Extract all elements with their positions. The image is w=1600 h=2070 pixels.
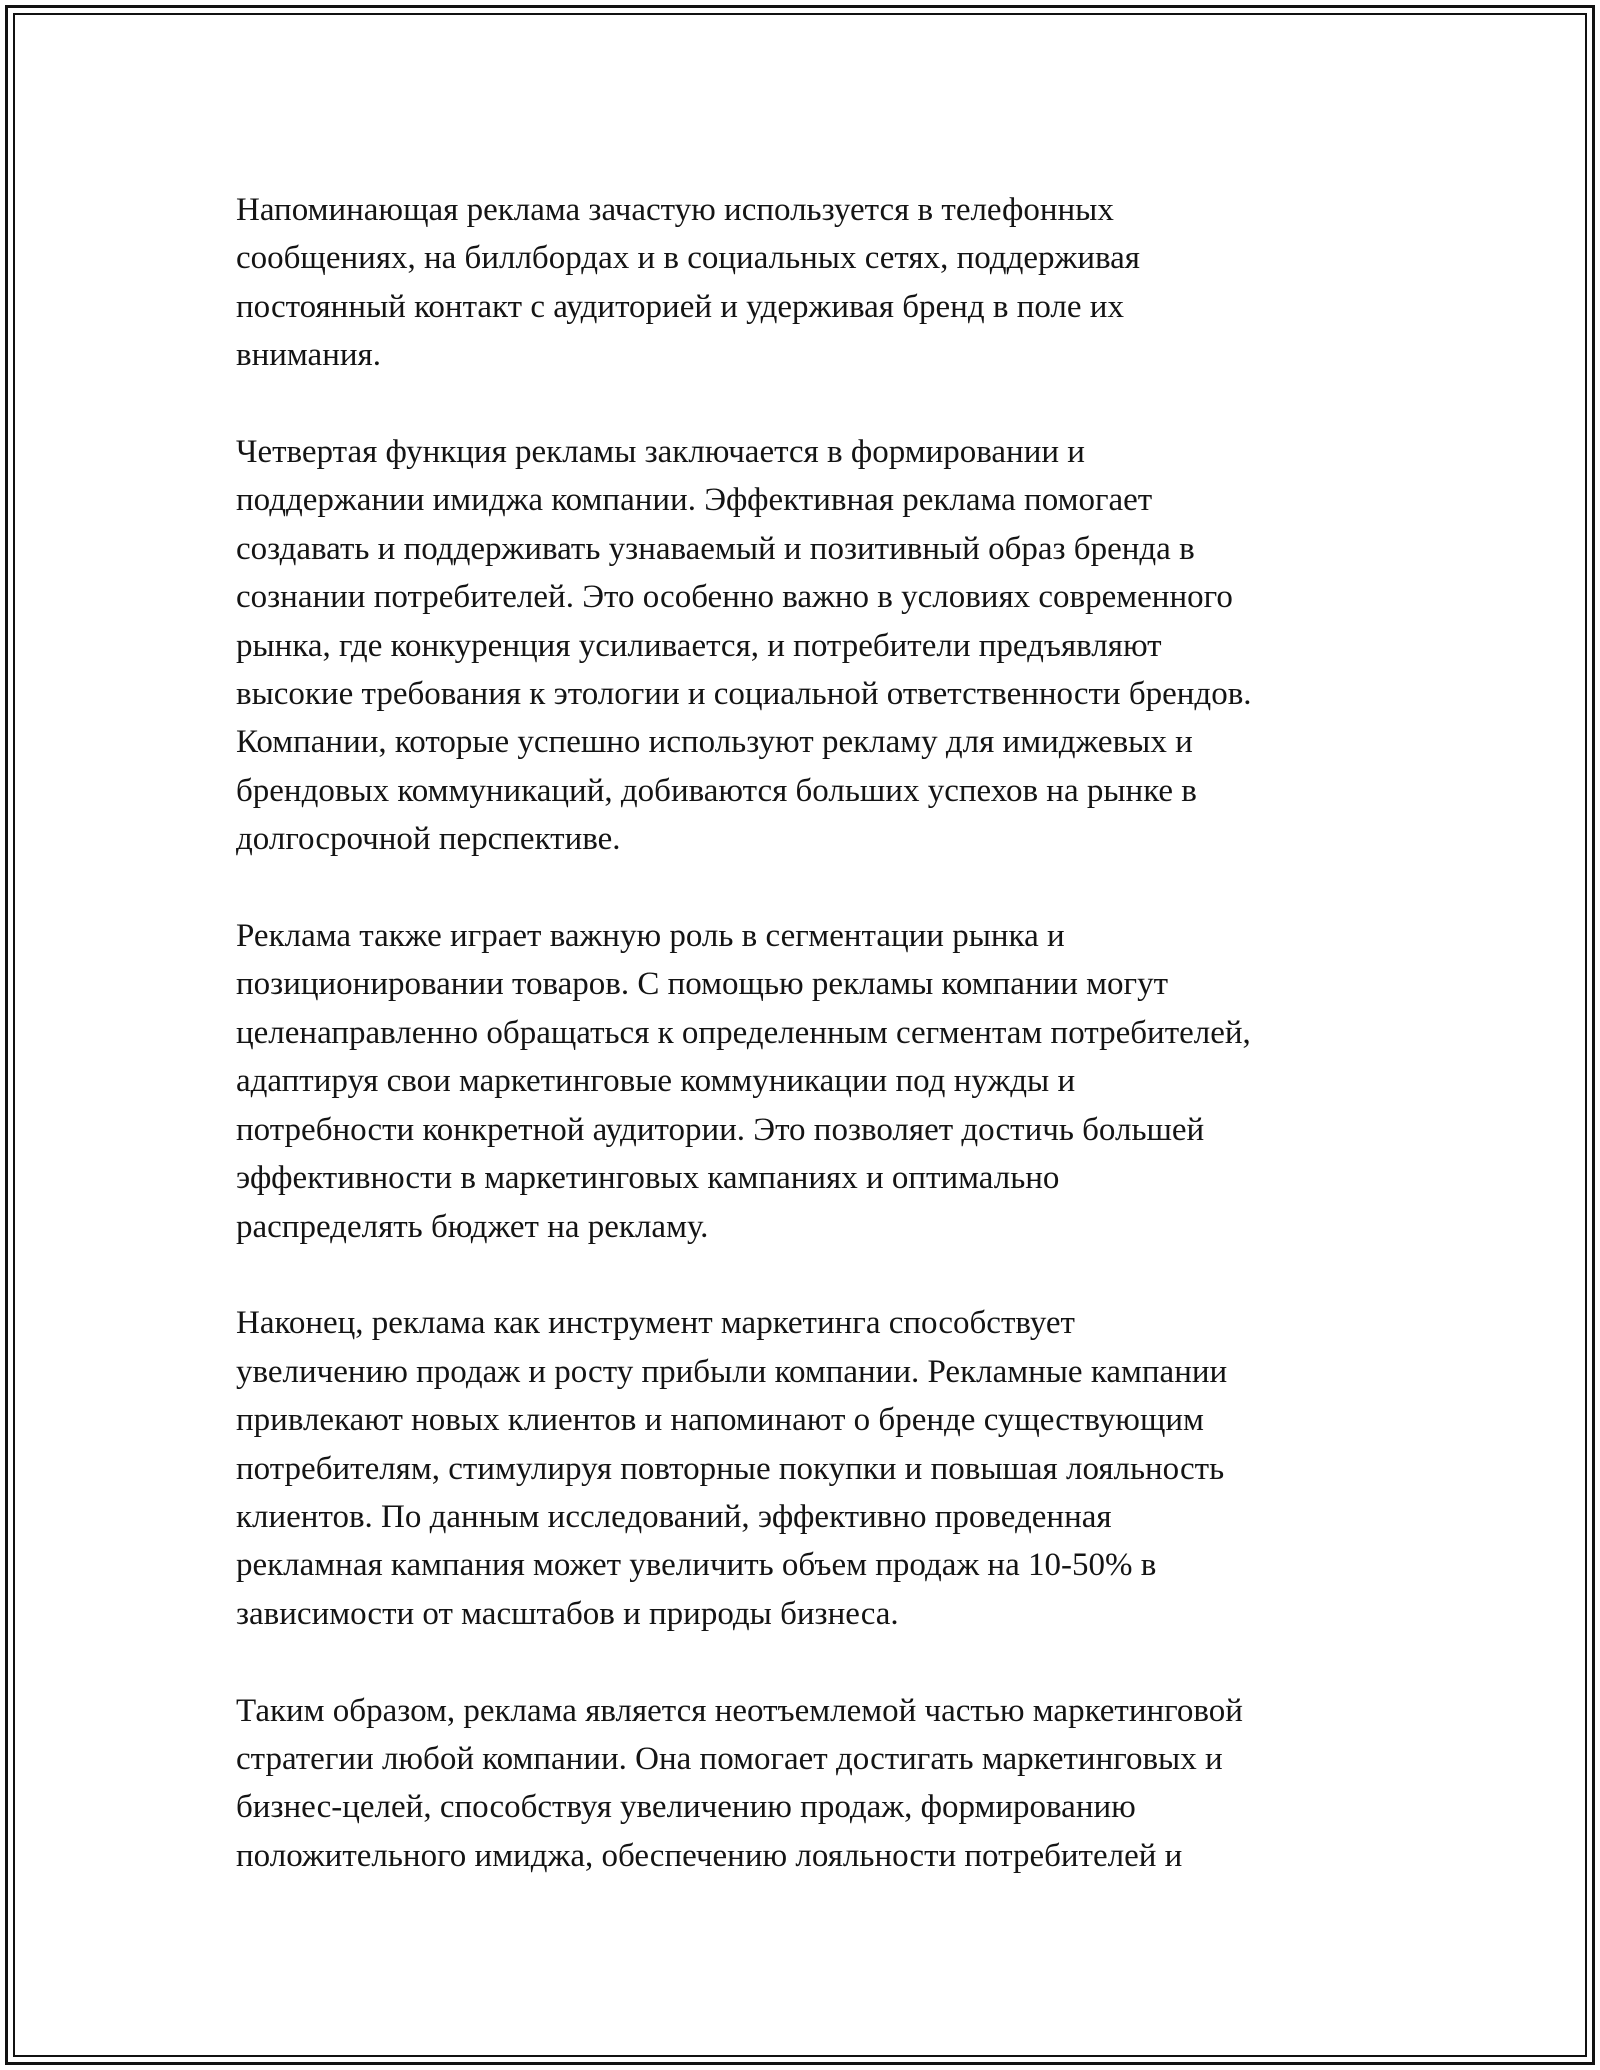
text-line: высокие требования к этологии и социальной ответственности брендов. [236, 676, 1252, 713]
text-line: Реклама также играет важную роль в сегментации рынка и [236, 918, 1065, 955]
text-line: зависимости от масштабов и природы бизнеса. [236, 1595, 899, 1632]
text-line: Наконец, реклама как инструмент маркетинга способствует [236, 1305, 1075, 1342]
text-line: положительного имиджа, обеспечению лояльности потребителей и [236, 1837, 1183, 1874]
paragraph-reminder-advertising [236, 186, 1386, 380]
text-line: распределять бюджет на рекламу. [236, 1208, 709, 1245]
text-line: стратегии любой компании. Она помогает достигать маркетинговых и [236, 1740, 1223, 1777]
text-line: сознании потребителей. Это особенно важно в условиях современного [236, 579, 1233, 616]
text-line: рекламная кампания может увеличить объем продаж на 10-50% в [236, 1547, 1157, 1584]
text-line: адаптируя свои маркетинговые коммуникации под нужды и [236, 1063, 1076, 1100]
text-line: Напоминающая реклама зачастую используется в телефонных [236, 192, 1114, 228]
text-line: клиентов. По данным исследований, эффективно проведенная [236, 1498, 1112, 1535]
text-line: постоянный контакт с аудиторией и удерживая бренд в поле их [236, 288, 1124, 325]
text-line: позиционировании товаров. С помощью рекламы компании могут [236, 966, 1169, 1003]
text-line: привлекают новых клиентов и напоминают о бренде существующим [236, 1402, 1204, 1439]
text-line: рынка, где конкуренция усиливается, и потребители предъявляют [236, 627, 1162, 664]
text-line: создавать и поддерживать узнаваемый и позитивный образ бренда в [236, 530, 1195, 567]
paragraph-segmentation [236, 912, 1386, 1251]
text-line: целенаправленно обращаться к определенным сегментам потребителей, [236, 1014, 1251, 1051]
paragraph-image-function [236, 428, 1386, 864]
text-line: сообщениях, на биллбордах и в социальных сетях, поддерживая [236, 240, 1140, 277]
text-line: эффективности в маркетинговых кампаниях и оптимально [236, 1160, 1060, 1197]
text-line: брендовых коммуникаций, добиваются больших успехов на рынке в [236, 772, 1197, 809]
text-line: внимания. [236, 337, 381, 374]
text-line: потребителям, стимулируя повторные покупки и повышая лояльность [236, 1450, 1225, 1487]
text-line: потребности конкретной аудитории. Это позволяет достичь большей [236, 1111, 1205, 1148]
text-line: долгосрочной перспективе. [236, 821, 621, 858]
paragraph-sales-growth [236, 1299, 1386, 1638]
text-line: поддержании имиджа компании. Эффективная реклама помогает [236, 482, 1153, 519]
document-body [236, 186, 1386, 1929]
text-line: бизнес-целей, способствуя увеличению продаж, формированию [236, 1789, 1136, 1826]
text-line: Четвертая функция рекламы заключается в формировании и [236, 434, 1085, 471]
paragraph-conclusion [236, 1687, 1386, 1881]
text-line: Компании, которые успешно используют рекламу для имиджевых и [236, 724, 1193, 761]
text-line: Таким образом, реклама является неотъемлемой частью маркетинговой [236, 1692, 1243, 1729]
text-line: увеличению продаж и росту прибыли компании. Рекламные кампании [236, 1353, 1228, 1390]
